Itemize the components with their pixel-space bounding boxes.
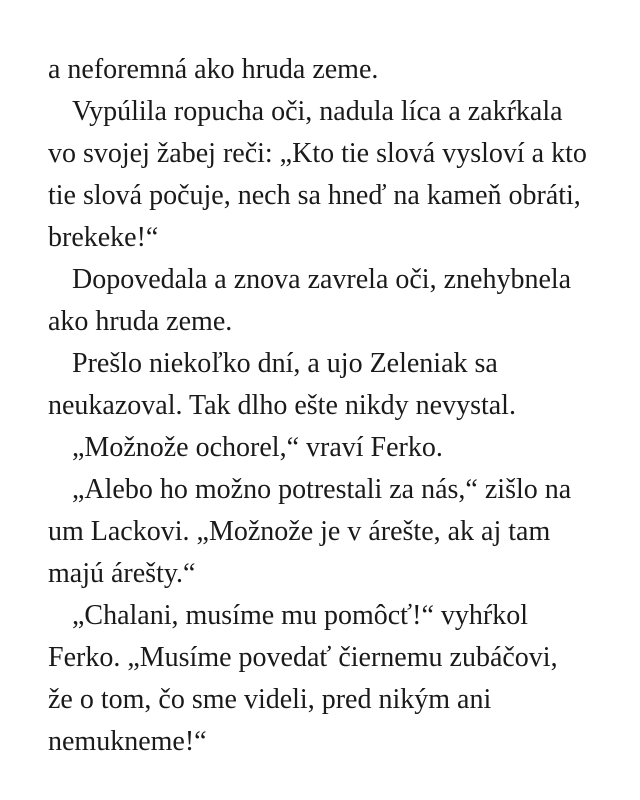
text-line: ako hruda zeme. — [48, 306, 233, 337]
text-line: Prešlo niekoľko dní, a ujo Zeleniak sa — [72, 348, 498, 379]
text-line: Dopovedala a znova zavrela oči, znehybnela — [72, 264, 572, 295]
text-line: nemukneme!“ — [48, 726, 207, 757]
text-line: majú árešty.“ — [48, 558, 196, 589]
text-line: vo svojej žabej reči: „Kto tie slová vysloví a kto — [48, 138, 587, 169]
text-line: tie slová počuje, nech sa hneď na kameň obráti, — [48, 180, 581, 211]
text-line: um Lackovi. „Možnože je v árešte, ak aj tam — [48, 516, 551, 547]
text-line: a neforemná ako hruda zeme. — [48, 54, 379, 85]
text-line: Vypúlila ropucha oči, nadula líca a zakŕkala — [72, 96, 563, 127]
text-line: brekeke!“ — [48, 222, 159, 253]
text-line: Ferko. „Musíme povedať čiernemu zubáčovi, — [48, 642, 558, 673]
text-line: „Možnože ochorel,“ vraví Ferko. — [72, 432, 443, 463]
text-line: „Alebo ho možno potrestali za nás,“ zišlo na — [72, 474, 572, 505]
book-text — [48, 49, 608, 763]
text-line: neukazoval. Tak dlho ešte nikdy nevystal. — [48, 390, 516, 421]
text-line: že o tom, čo sme videli, pred nikým ani — [48, 684, 492, 715]
text-line: „Chalani, musíme mu pomôcť!“ vyhŕkol — [72, 600, 528, 631]
